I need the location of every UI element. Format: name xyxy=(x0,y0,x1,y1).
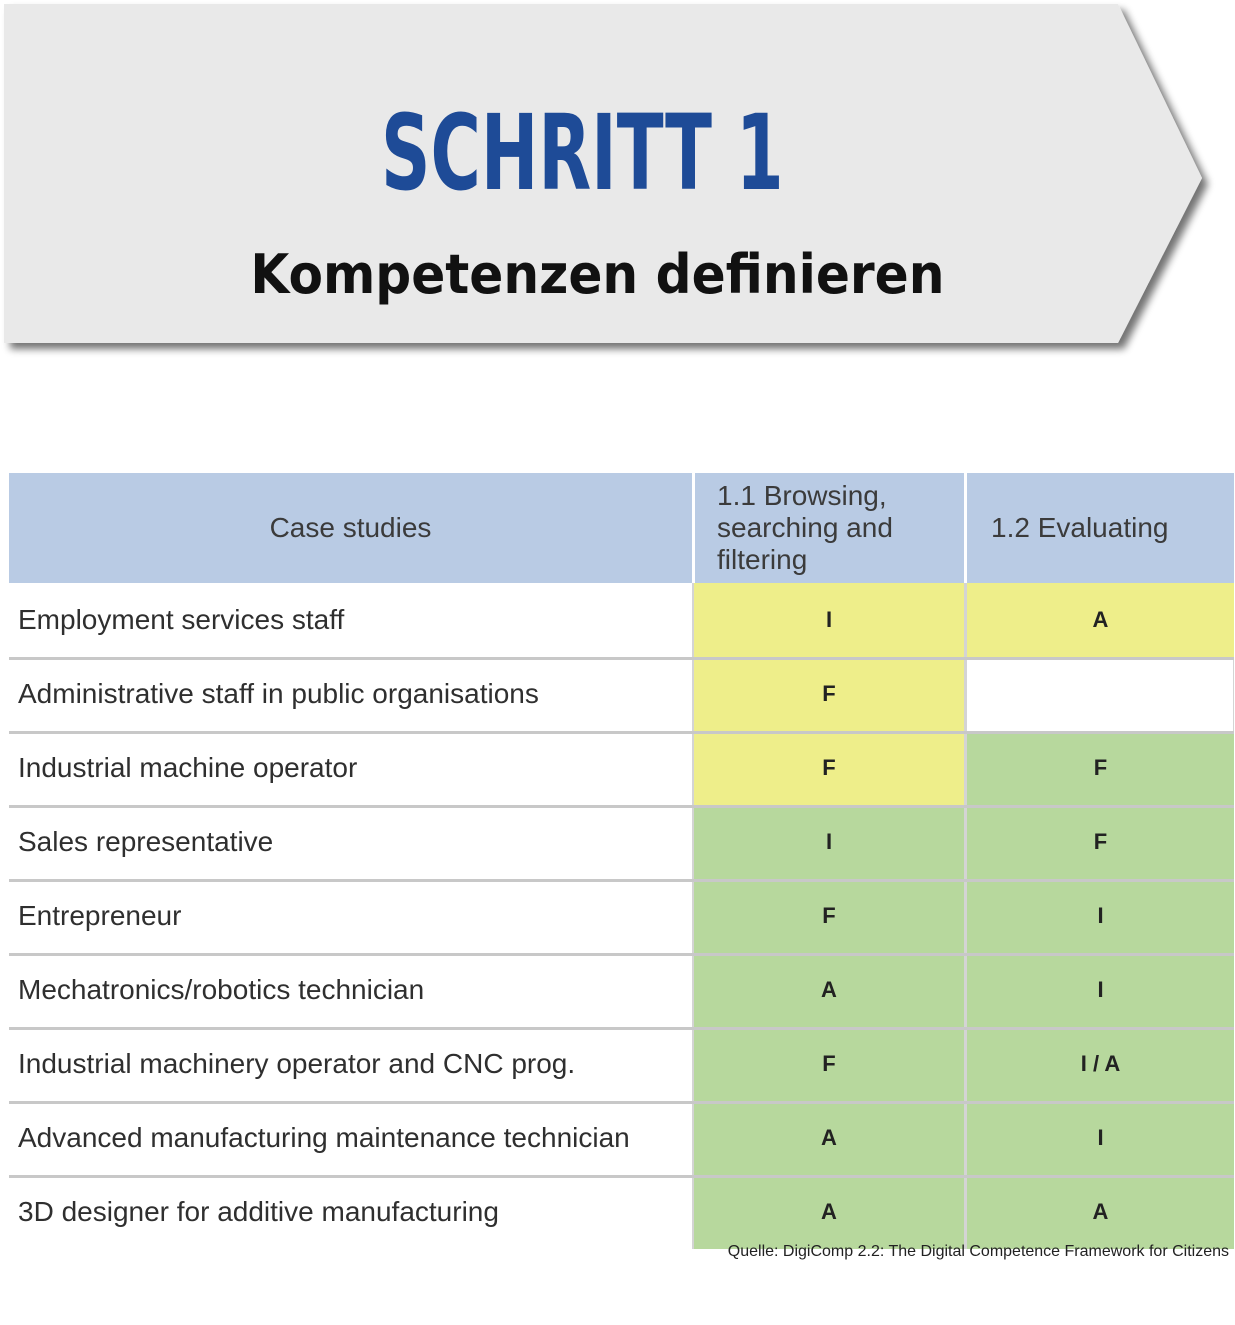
evaluating-level: I / A xyxy=(964,1027,1234,1101)
row-divider xyxy=(9,731,1234,734)
browsing-level: A xyxy=(692,1101,964,1175)
step-title: SCHRITT 1 xyxy=(381,92,784,214)
table-row xyxy=(9,1175,1234,1249)
row-divider xyxy=(9,1101,1234,1104)
step-banner xyxy=(0,0,1235,370)
table-row xyxy=(9,879,1234,953)
table-row xyxy=(9,731,1234,805)
row-divider xyxy=(9,657,1234,660)
case-study-name: Advanced manufacturing maintenance technician xyxy=(9,1101,692,1175)
competence-table xyxy=(9,473,1234,1249)
browsing-level: I xyxy=(692,583,964,657)
case-study-name: Industrial machine operator xyxy=(9,731,692,805)
row-divider xyxy=(9,879,1234,882)
browsing-level: I xyxy=(692,805,964,879)
case-study-name: Entrepreneur xyxy=(9,879,692,953)
row-divider xyxy=(9,1027,1234,1030)
case-study-name: 3D designer for additive manufacturing xyxy=(9,1175,692,1249)
browsing-level: F xyxy=(692,1027,964,1101)
browsing-level: F xyxy=(692,657,964,731)
table-row xyxy=(9,583,1234,657)
evaluating-level: F xyxy=(964,731,1234,805)
evaluating-level: I xyxy=(964,879,1234,953)
table-row xyxy=(9,1027,1234,1101)
table-body xyxy=(9,583,1234,1249)
row-divider xyxy=(9,1175,1234,1178)
evaluating-level: A xyxy=(964,583,1234,657)
evaluating-level xyxy=(964,657,1234,731)
evaluating-level: I xyxy=(964,1101,1234,1175)
case-study-name: Administrative staff in public organisations xyxy=(9,657,692,731)
table-row xyxy=(9,1101,1234,1175)
evaluating-level: I xyxy=(964,953,1234,1027)
case-study-name: Sales representative xyxy=(9,805,692,879)
row-divider xyxy=(9,805,1234,808)
header-case-studies: Case studies xyxy=(9,473,692,583)
case-study-name: Employment services staff xyxy=(9,583,692,657)
browsing-level: A xyxy=(692,1175,964,1249)
table-row xyxy=(9,953,1234,1027)
header-browsing: 1.1 Browsing, searching and filtering xyxy=(692,473,964,583)
browsing-level: A xyxy=(692,953,964,1027)
table-row xyxy=(9,657,1234,731)
evaluating-level: A xyxy=(964,1175,1234,1249)
header-evaluating: 1.2 Evaluating xyxy=(964,473,1234,583)
case-study-name: Mechatronics/robotics technician xyxy=(9,953,692,1027)
step-subtitle: Kompetenzen definieren xyxy=(250,243,945,306)
source-caption: Quelle: DigiComp 2.2: The Digital Competence Framework for Citizens xyxy=(727,1243,1229,1260)
browsing-level: F xyxy=(692,731,964,805)
browsing-level: F xyxy=(692,879,964,953)
row-divider xyxy=(9,953,1234,956)
case-study-name: Industrial machinery operator and CNC prog. xyxy=(9,1027,692,1101)
table-header-row xyxy=(9,473,1234,583)
table-row xyxy=(9,805,1234,879)
evaluating-level: F xyxy=(964,805,1234,879)
